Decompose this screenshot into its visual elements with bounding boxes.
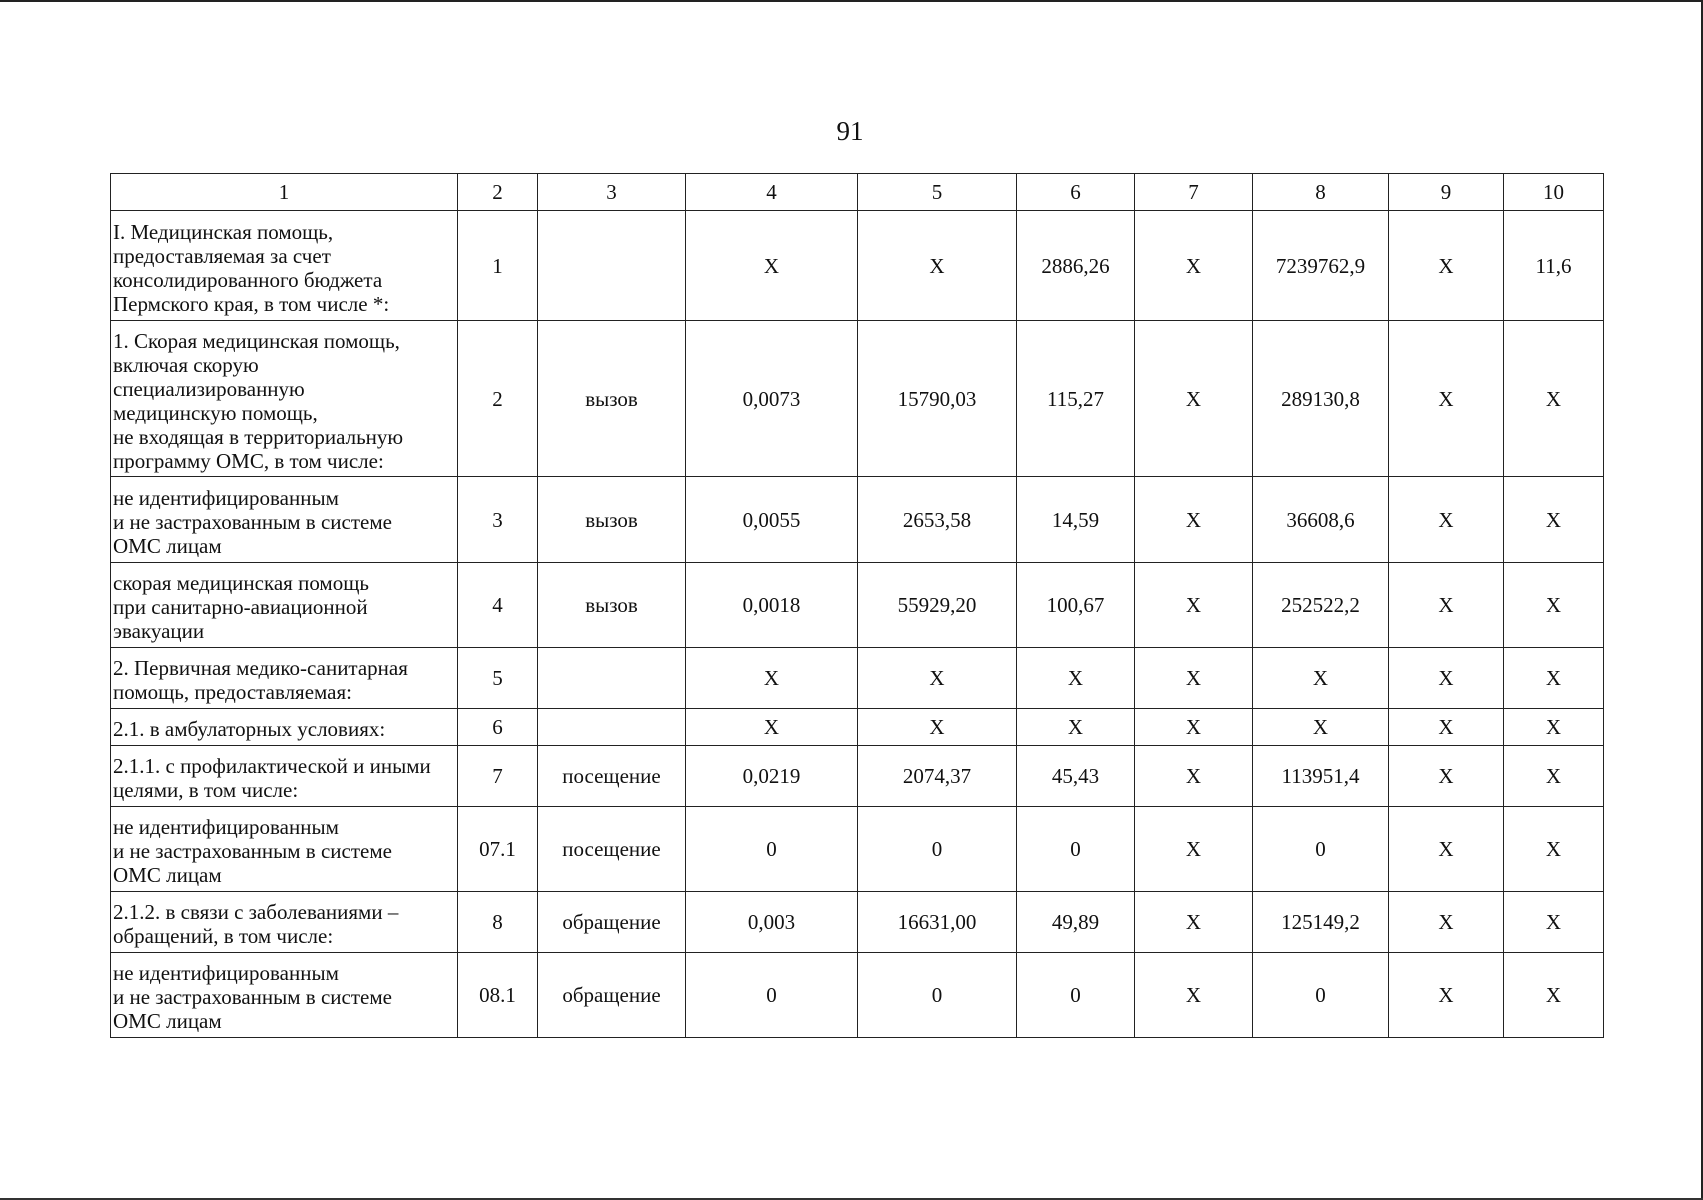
- table-cell: вызов: [538, 563, 686, 648]
- table-cell: вызов: [538, 321, 686, 477]
- table-cell: 0: [1253, 953, 1389, 1038]
- table-cell: 0,003: [686, 892, 858, 953]
- table-cell: X: [1504, 563, 1604, 648]
- table-row: [111, 477, 1604, 563]
- table-cell: посещение: [538, 746, 686, 807]
- row-name-cell: не идентифицированным и не застрахованным в системе ОМС лицам: [111, 477, 458, 563]
- table-cell: X: [1389, 746, 1504, 807]
- column-header: 2: [458, 174, 538, 211]
- table-cell: X: [1504, 953, 1604, 1038]
- table-cell: посещение: [538, 807, 686, 892]
- table-cell: X: [1135, 563, 1253, 648]
- column-header: 6: [1017, 174, 1135, 211]
- table-row: [111, 746, 1604, 807]
- table-cell: X: [1504, 648, 1604, 709]
- table-cell: X: [1135, 746, 1253, 807]
- column-header: 9: [1389, 174, 1504, 211]
- table-cell: 252522,2: [1253, 563, 1389, 648]
- table-cell: 49,89: [1017, 892, 1135, 953]
- table-cell: X: [1253, 648, 1389, 709]
- table-cell: 0: [686, 953, 858, 1038]
- table-cell: X: [1389, 321, 1504, 477]
- table-cell: 0: [686, 807, 858, 892]
- table-cell: 115,27: [1017, 321, 1135, 477]
- table-cell: X: [1135, 211, 1253, 321]
- table-cell: X: [1135, 807, 1253, 892]
- table-cell: X: [686, 211, 858, 321]
- column-header: 8: [1253, 174, 1389, 211]
- data-table: [110, 173, 1604, 1038]
- row-name-cell: не идентифицированным и не застрахованным в системе ОМС лицам: [111, 953, 458, 1038]
- table-row: [111, 321, 1604, 477]
- table-cell: 6: [458, 709, 538, 746]
- column-header: 7: [1135, 174, 1253, 211]
- table-cell: X: [1135, 953, 1253, 1038]
- table-cell: 16631,00: [858, 892, 1017, 953]
- table-cell: 0,0018: [686, 563, 858, 648]
- table-cell: 125149,2: [1253, 892, 1389, 953]
- table-cell: X: [1017, 709, 1135, 746]
- table-cell: 100,67: [1017, 563, 1135, 648]
- table-row: [111, 953, 1604, 1038]
- table-cell: X: [1135, 477, 1253, 563]
- row-name-cell: не идентифицированным и не застрахованным в системе ОМС лицам: [111, 807, 458, 892]
- table-row: [111, 892, 1604, 953]
- table-cell: 11,6: [1504, 211, 1604, 321]
- table-cell: обращение: [538, 892, 686, 953]
- column-header: 5: [858, 174, 1017, 211]
- table-cell: 0: [858, 807, 1017, 892]
- column-header: 1: [111, 174, 458, 211]
- table-cell: 113951,4: [1253, 746, 1389, 807]
- table-cell: 1: [458, 211, 538, 321]
- table-cell: 0,0073: [686, 321, 858, 477]
- row-name-cell: I. Медицинская помощь, предоставляемая за счет консолидированного бюджета Пермского края, в том числе *:: [111, 211, 458, 321]
- table-cell: X: [858, 648, 1017, 709]
- table-cell: [538, 211, 686, 321]
- table-cell: 7: [458, 746, 538, 807]
- table-cell: X: [1504, 746, 1604, 807]
- table-cell: X: [1389, 648, 1504, 709]
- table-cell: X: [1389, 709, 1504, 746]
- table-cell: 0: [858, 953, 1017, 1038]
- table-cell: X: [858, 211, 1017, 321]
- table-cell: X: [1389, 477, 1504, 563]
- table-cell: 07.1: [458, 807, 538, 892]
- table-cell: X: [1389, 807, 1504, 892]
- table-cell: X: [1135, 648, 1253, 709]
- table-cell: X: [1504, 709, 1604, 746]
- table-cell: 0: [1017, 953, 1135, 1038]
- table-cell: X: [1017, 648, 1135, 709]
- table-cell: X: [1389, 953, 1504, 1038]
- table-cell: X: [1504, 321, 1604, 477]
- table-row: [111, 648, 1604, 709]
- column-header: 4: [686, 174, 858, 211]
- table-cell: 8: [458, 892, 538, 953]
- table-cell: 4: [458, 563, 538, 648]
- table-cell: 7239762,9: [1253, 211, 1389, 321]
- row-name-cell: скорая медицинская помощь при санитарно-авиационной эвакуации: [111, 563, 458, 648]
- table-cell: 0,0055: [686, 477, 858, 563]
- table-row: [111, 709, 1604, 746]
- table-cell: 45,43: [1017, 746, 1135, 807]
- table-cell: X: [1389, 563, 1504, 648]
- row-name-cell: 2.1.2. в связи с заболеваниями – обращений, в том числе:: [111, 892, 458, 953]
- table-cell: 0: [1017, 807, 1135, 892]
- table-cell: X: [858, 709, 1017, 746]
- table-cell: 2: [458, 321, 538, 477]
- row-name-cell: 2. Первичная медико-санитарная помощь, предоставляемая:: [111, 648, 458, 709]
- row-name-cell: 1. Скорая медицинская помощь, включая скорую специализированную медицинскую помощь, не входящая в территориальную программу ОМС, в том числе:: [111, 321, 458, 477]
- table-cell: X: [1504, 477, 1604, 563]
- row-name-cell: 2.1. в амбулаторных условиях:: [111, 709, 458, 746]
- table-cell: [538, 709, 686, 746]
- table-cell: X: [1135, 321, 1253, 477]
- table-cell: 0: [1253, 807, 1389, 892]
- table-row: [111, 807, 1604, 892]
- table-cell: обращение: [538, 953, 686, 1038]
- row-name-cell: 2.1.1. с профилактической и иными целями, в том числе:: [111, 746, 458, 807]
- table-cell: 289130,8: [1253, 321, 1389, 477]
- table-cell: 14,59: [1017, 477, 1135, 563]
- column-header: 3: [538, 174, 686, 211]
- page-border-top: [0, 0, 1703, 2]
- page-number: 91: [836, 116, 864, 146]
- table-cell: 08.1: [458, 953, 538, 1038]
- table-cell: 0,0219: [686, 746, 858, 807]
- table-row: [111, 563, 1604, 648]
- table-cell: X: [1389, 892, 1504, 953]
- table-row: [111, 211, 1604, 321]
- table-cell: X: [686, 648, 858, 709]
- table-cell: 15790,03: [858, 321, 1017, 477]
- table-cell: X: [1389, 211, 1504, 321]
- table-cell: 36608,6: [1253, 477, 1389, 563]
- table-cell: 2886,26: [1017, 211, 1135, 321]
- table-cell: 2653,58: [858, 477, 1017, 563]
- table-cell: X: [1504, 892, 1604, 953]
- column-header: 10: [1504, 174, 1604, 211]
- table-cell: [538, 648, 686, 709]
- table-cell: 2074,37: [858, 746, 1017, 807]
- table-cell: X: [686, 709, 858, 746]
- table-cell: X: [1253, 709, 1389, 746]
- table-cell: X: [1135, 892, 1253, 953]
- table-cell: X: [1135, 709, 1253, 746]
- table-cell: X: [1504, 807, 1604, 892]
- header-row: [111, 174, 1604, 211]
- table-cell: 55929,20: [858, 563, 1017, 648]
- table-cell: 3: [458, 477, 538, 563]
- table-cell: 5: [458, 648, 538, 709]
- table-cell: вызов: [538, 477, 686, 563]
